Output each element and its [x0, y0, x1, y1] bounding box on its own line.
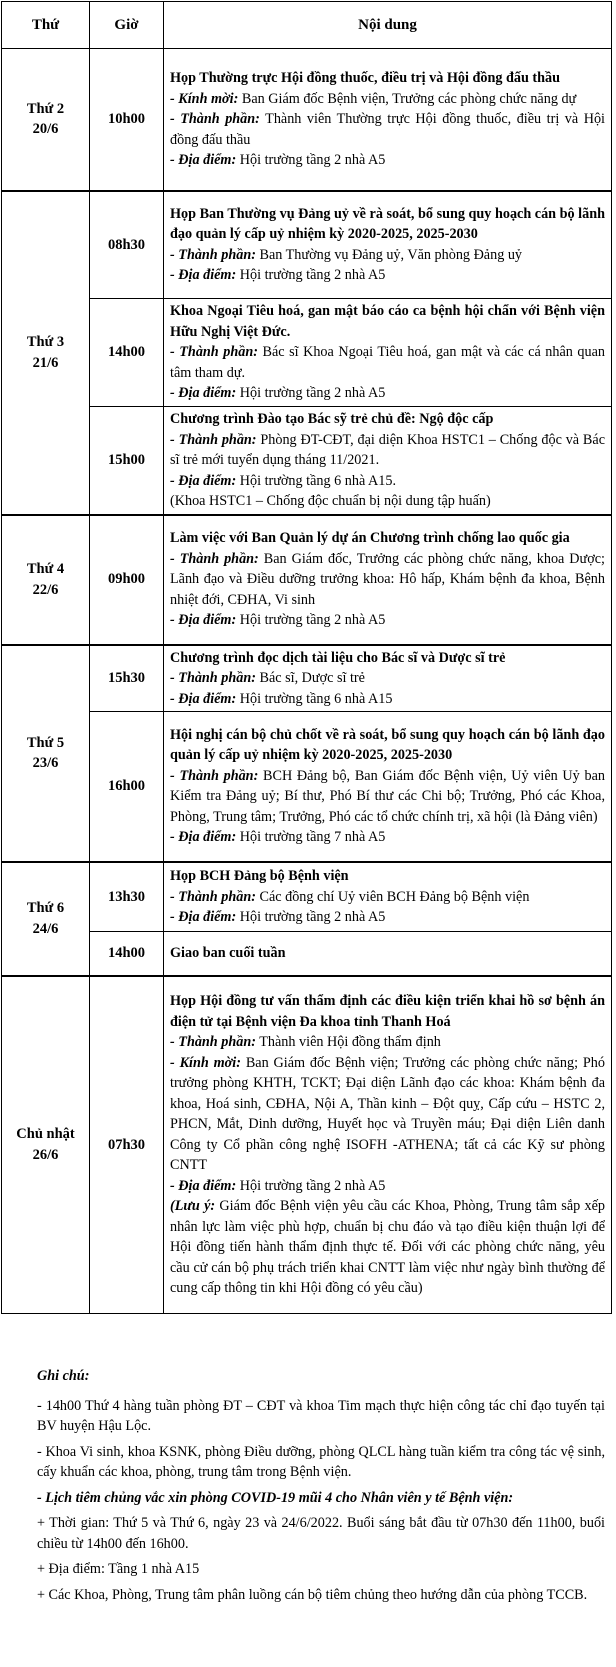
- table-row: [2, 49, 612, 191]
- place-text: Hội trường tầng 2 nhà A5: [236, 152, 386, 168]
- event-title: Hội nghị cán bộ chủ chốt về rà soát, bổ sung quy hoạch cán bộ lãnh đạo quản lý cấp uỷ nhiệm kỳ 2020-2025, 2025-2030: [170, 726, 605, 764]
- event-content: [164, 976, 612, 1314]
- weekly-schedule-table: [1, 1, 612, 1314]
- event-content: [164, 299, 612, 407]
- event-members: [170, 766, 605, 828]
- table-row: [2, 862, 612, 932]
- notes-section: [37, 1366, 605, 1610]
- event-place: [170, 827, 605, 848]
- day-cell: [2, 515, 90, 645]
- event-place: [170, 471, 605, 492]
- day-date: 26/6: [32, 1146, 59, 1163]
- event-content: [164, 191, 612, 299]
- day-cell: [2, 645, 90, 862]
- members-text: Ban Giám đốc, Trưởng các phòng chức năng, khoa Dược; Lãnh đạo và Điều dưỡng trưởng khoa: Hô hấp, Khám bệnh đa khoa, Bệnh nhiệt đới, CĐHA, Vi sinh: [170, 550, 605, 608]
- event-title: Khoa Ngoại Tiêu hoá, gan mật báo cáo ca bệnh hội chẩn với Bệnh viện Hữu Nghị Việt Đức.: [170, 303, 605, 340]
- event-invite: [170, 89, 605, 110]
- event-content: [164, 862, 612, 932]
- table-row: [2, 976, 612, 1314]
- table-row: [2, 932, 612, 976]
- day-name: Thứ 2: [26, 100, 65, 117]
- place-text: Hội trường tầng 2 nhà A5: [236, 1177, 386, 1194]
- event-title: Họp Thường trực Hội đồng thuốc, điều trị và Hội đồng đấu thầu: [170, 70, 561, 86]
- members-label: - Thành phần:: [170, 344, 258, 361]
- table-row: [2, 191, 612, 299]
- day-name: Thứ 3: [26, 334, 65, 350]
- vaccine-item: + Địa điểm: Tầng 1 nhà A15: [37, 1561, 200, 1577]
- event-members: [170, 430, 605, 471]
- time-cell: 15h00: [90, 407, 164, 515]
- invite-text: Ban Giám đốc Bệnh viện, Trưởng các phòng chức năng dự: [238, 90, 577, 107]
- members-text: Phòng ĐT-CĐT, đại diện Khoa HSTC1 – Chống độc và Bác sĩ trẻ mới tuyển dụng tháng 11/2021.: [170, 431, 605, 468]
- event-content: [164, 712, 612, 862]
- members-label: - Thành phần:: [170, 767, 259, 784]
- header-content: Nội dung: [164, 2, 612, 49]
- members-label: - Thành phần:: [170, 431, 257, 448]
- header-day: Thứ: [2, 2, 90, 49]
- day-date: 20/6: [32, 121, 59, 138]
- event-place: [170, 1176, 605, 1197]
- invite-label: - Kính mời:: [170, 90, 239, 107]
- place-label: - Địa điểm:: [170, 385, 237, 402]
- time-cell: 16h00: [90, 712, 164, 862]
- day-cell: [2, 191, 90, 515]
- place-text: Hội trường tầng 7 nhà A5: [236, 829, 386, 846]
- place-label: - Địa điểm:: [170, 909, 237, 925]
- event-place: [170, 383, 605, 404]
- place-text: Hội trường tầng 2 nhà A5: [236, 612, 386, 629]
- table-row: [2, 645, 612, 712]
- note-label: (Lưu ý:: [170, 1198, 216, 1214]
- event-members: [170, 342, 605, 383]
- day-name: Thứ 4: [26, 561, 65, 577]
- event-place: [170, 689, 605, 710]
- time-cell: 07h30: [90, 976, 164, 1314]
- day-cell: [2, 862, 90, 976]
- members-label: - Thành phần:: [170, 670, 256, 686]
- members-label: - Thành phần:: [170, 111, 260, 127]
- event-members: [170, 109, 605, 150]
- table-row: [2, 515, 612, 645]
- event-title: Chương trình đọc dịch tài liệu cho Bác sĩ và Dược sĩ trẻ: [170, 649, 506, 666]
- day-date: 24/6: [32, 920, 59, 937]
- note-item: - 14h00 Thứ 4 hàng tuần phòng ĐT – CĐT và khoa Tim mạch thực hiện công tác chỉ đạo tuyến tại BV huyện Hậu Lộc.: [37, 1397, 605, 1434]
- day-cell: [2, 49, 90, 191]
- place-text: Hội trường tầng 6 nhà A15: [236, 690, 393, 707]
- time-cell: 14h00: [90, 299, 164, 407]
- note-item: - Khoa Vi sinh, khoa KSNK, phòng Điều dưỡng, phòng QLCL hàng tuần kiểm tra công tác vệ sinh, cấy khuẩn các khoa, phòng, trung tâm trong Bệnh viện.: [37, 1443, 605, 1480]
- day-name: Thứ 5: [26, 734, 65, 751]
- members-text: Bác sĩ, Dược sĩ trẻ: [255, 670, 365, 686]
- table-row: [2, 407, 612, 515]
- event-invite: [170, 1053, 605, 1176]
- place-label: - Địa điểm:: [170, 472, 237, 489]
- day-name: Thứ 6: [26, 900, 65, 916]
- event-title: Họp BCH Đảng bộ Bệnh viện: [170, 868, 349, 884]
- invite-label: - Kính mời:: [170, 1054, 241, 1071]
- time-cell: 10h00: [90, 49, 164, 191]
- place-text: Hội trường tầng 6 nhà A15.: [236, 472, 397, 489]
- notes-heading: Ghi chú:: [37, 1368, 90, 1384]
- event-members: [170, 887, 605, 908]
- event-place: [170, 150, 605, 171]
- time-cell: 15h30: [90, 645, 164, 712]
- place-text: Hội trường tầng 2 nhà A5: [236, 385, 386, 402]
- members-text: Thành viên Thường trực Hội đồng thuốc, điều trị và Hội đồng đấu thầu: [170, 111, 605, 148]
- members-text: Bác sĩ Khoa Ngoại Tiêu hoá, gan mật và các cá nhân quan tâm tham dự.: [170, 344, 605, 381]
- members-label: - Thành phần:: [170, 550, 259, 567]
- event-members: [170, 1032, 605, 1053]
- header-time: Giờ: [90, 2, 164, 49]
- members-text: BCH Đảng bộ, Ban Giám đốc Bệnh viện, Uỷ viên Uỷ ban Kiểm tra Đảng uỷ; Bí thư, Phó Bí thư các Chi bộ; Trưởng, Phó các Khoa, Phòng, Trung tâm; Trưởng, Phó các tổ chức chính trị, xã hội (là Đảng viên): [170, 767, 605, 825]
- event-members: [170, 668, 605, 689]
- place-text: Hội trường tầng 2 nhà A5: [236, 267, 386, 284]
- members-label: - Thành phần:: [170, 246, 256, 263]
- note-text: Giám đốc Bệnh viện yêu cầu các Khoa, Phòng, Trung tâm sắp xếp nhân lực làm việc phù hợp, chuẩn bị chu đáo và tạo điều kiện thuận lợi để Hội đồng tiến hành thẩm định thực tế. Đối với các phòng chức năng, yêu cầu cử cán bộ phụ trách triển khai CNTT làm việc như ngày bình thường để cung cấp thông tin khi Hội đồng có yêu cầu): [170, 1198, 605, 1296]
- event-place: [170, 610, 605, 631]
- event-note: [170, 1196, 605, 1299]
- members-text: Các đồng chí Uỷ viên BCH Đảng bộ Bệnh viện: [255, 888, 530, 905]
- table-header-row: [2, 2, 612, 49]
- event-extra: (Khoa HSTC1 – Chống độc chuẩn bị nội dung tập huấn): [170, 493, 491, 509]
- place-label: - Địa điểm:: [170, 152, 237, 168]
- event-content: [164, 407, 612, 515]
- members-text: Ban Thường vụ Đảng uỷ, Văn phòng Đảng uỷ: [255, 246, 523, 263]
- place-label: - Địa điểm:: [170, 612, 237, 629]
- event-title: Chương trình Đào tạo Bác sỹ trẻ chủ đề: Ngộ độc cấp: [170, 411, 494, 427]
- event-place: [170, 265, 605, 286]
- event-title: Giao ban cuối tuần: [170, 945, 286, 961]
- members-text: Thành viên Hội đồng thẩm định: [255, 1034, 441, 1050]
- day-cell: [2, 976, 90, 1314]
- place-label: - Địa điểm:: [170, 1177, 237, 1194]
- time-cell: 13h30: [90, 862, 164, 932]
- event-members: [170, 245, 605, 266]
- invite-text: Ban Giám đốc Bệnh viện; Trưởng các phòng chức năng; Phó trưởng phòng KHTH, TCKT; Đại diện Lãnh đạo các khoa: Khám bệnh đa khoa, Hoá sinh, CĐHA, Nội A, Thần kinh – Đột quỵ, Cấp cứu – HSTC 2, PHCN, Mắt, Dinh dưỡng, Huyết học và Truyền máu; Đại diện Liên danh Công ty Cổ phần công nghệ ISOFH -ATHENA; tất cả các Kỹ sư phòng CNTT: [170, 1054, 605, 1173]
- time-cell: 08h30: [90, 191, 164, 299]
- day-date: 22/6: [32, 581, 59, 598]
- event-title: Làm việc với Ban Quản lý dự án Chương trình chống lao quốc gia: [170, 530, 570, 547]
- event-place: [170, 907, 605, 928]
- event-title: Họp Ban Thường vụ Đảng uỷ về rà soát, bổ sung quy hoạch cán bộ lãnh đạo quản lý cấp uỷ nhiệm kỳ 2020-2025, 2025-2030: [170, 205, 605, 243]
- event-members: [170, 549, 605, 611]
- vaccine-item: + Thời gian: Thứ 5 và Thứ 6, ngày 23 và 24/6/2022. Buổi sáng bắt đầu từ 07h30 đến 11h00, buổi chiều từ 14h00 đến 16h00.: [37, 1515, 605, 1552]
- event-title: Họp Hội đồng tư vấn thẩm định các điều kiện triển khai hồ sơ bệnh án điện tử tại Bệnh viện Đa khoa tỉnh Thanh Hoá: [170, 993, 605, 1030]
- event-content: [164, 49, 612, 191]
- members-label: - Thành phần:: [170, 888, 256, 905]
- place-label: - Địa điểm:: [170, 267, 237, 284]
- time-cell: 14h00: [90, 932, 164, 976]
- event-content: [164, 515, 612, 645]
- event-content: [164, 645, 612, 712]
- place-text: Hội trường tầng 2 nhà A5: [236, 909, 386, 925]
- table-row: [2, 712, 612, 862]
- event-content: [164, 932, 612, 976]
- day-date: 23/6: [32, 755, 59, 771]
- day-name: Chủ nhật: [16, 1126, 75, 1143]
- place-label: - Địa điểm:: [170, 690, 237, 707]
- members-label: - Thành phần:: [170, 1034, 256, 1050]
- time-cell: 09h00: [90, 515, 164, 645]
- place-label: - Địa điểm:: [170, 829, 237, 846]
- table-row: [2, 299, 612, 407]
- vaccine-heading: - Lịch tiêm chủng vắc xin phòng COVID-19 mũi 4 cho Nhân viên y tế Bệnh viện:: [37, 1489, 514, 1506]
- vaccine-item: + Các Khoa, Phòng, Trung tâm phân luồng cán bộ tiêm chủng theo hướng dẫn của phòng TCCB.: [37, 1586, 588, 1603]
- day-date: 21/6: [32, 354, 59, 371]
